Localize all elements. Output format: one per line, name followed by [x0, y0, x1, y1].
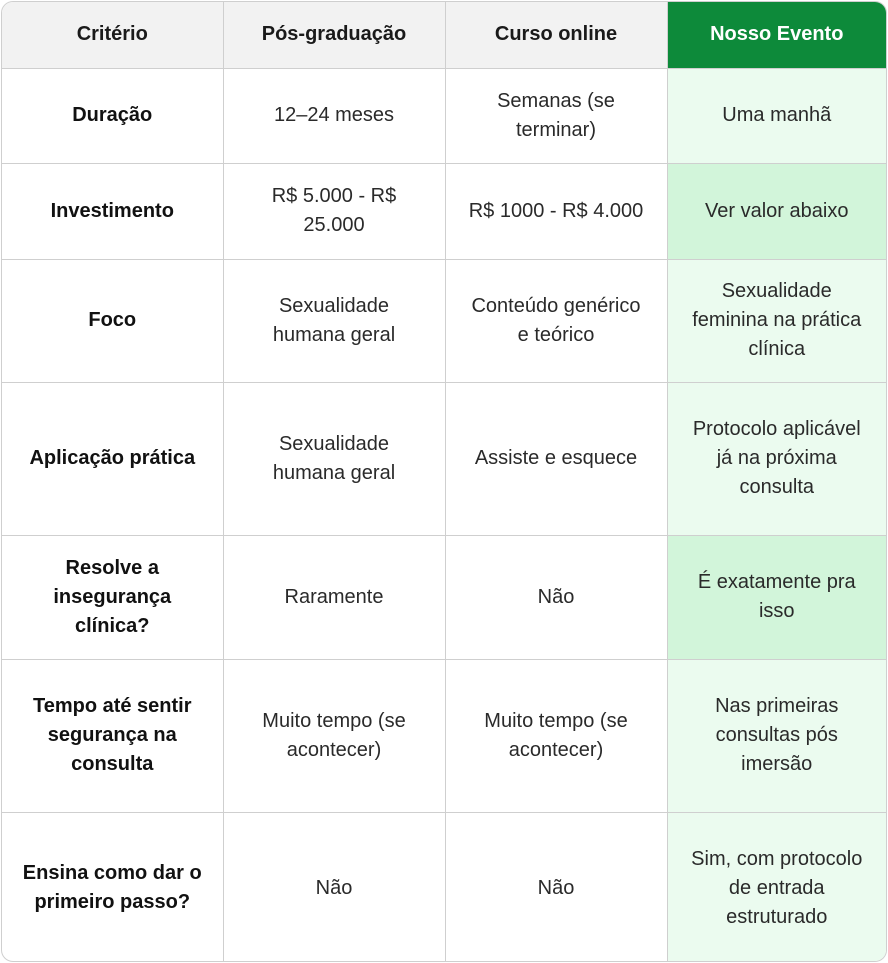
header-nosso-evento: Nosso Evento [667, 2, 886, 68]
header-criterio: Critério [2, 2, 223, 68]
cell-curso-online: Não [445, 535, 667, 659]
cell-curso-online: Não [445, 812, 667, 962]
cell-pos-graduacao: Sexualidade humana geral [223, 259, 445, 382]
table-row [2, 259, 886, 382]
cell-pos-graduacao: 12–24 meses [223, 68, 445, 163]
table-row [2, 659, 886, 812]
cell-nosso-evento: É exatamente pra isso [667, 535, 886, 659]
cell-pos-graduacao: R$ 5.000 - R$ 25.000 [223, 163, 445, 259]
cell-pos-graduacao: Muito tempo (se acontecer) [223, 659, 445, 812]
header-row [2, 2, 886, 68]
cell-nosso-evento: Protocolo aplicável já na próxima consulta [667, 382, 886, 535]
cell-curso-online: Semanas (se terminar) [445, 68, 667, 163]
header-curso-online: Curso online [445, 2, 667, 68]
table-header [2, 2, 886, 68]
cell-criterio: Resolve a insegurança clínica? [2, 535, 223, 659]
table-row [2, 812, 886, 962]
cell-curso-online: R$ 1000 - R$ 4.000 [445, 163, 667, 259]
cell-pos-graduacao: Não [223, 812, 445, 962]
table-body [2, 68, 886, 962]
cell-pos-graduacao: Sexualidade humana geral [223, 382, 445, 535]
cell-nosso-evento: Nas primeiras consultas pós imersão [667, 659, 886, 812]
cell-curso-online: Muito tempo (se acontecer) [445, 659, 667, 812]
cell-nosso-evento: Uma manhã [667, 68, 886, 163]
cell-criterio: Tempo até sentir segurança na consulta [2, 659, 223, 812]
cell-curso-online: Assiste e esquece [445, 382, 667, 535]
cell-criterio: Ensina como dar o primeiro passo? [2, 812, 223, 962]
comparison-table-container [1, 1, 887, 962]
cell-nosso-evento: Sexualidade feminina na prática clínica [667, 259, 886, 382]
table-row [2, 68, 886, 163]
cell-criterio: Duração [2, 68, 223, 163]
table-row [2, 535, 886, 659]
cell-nosso-evento: Ver valor abaixo [667, 163, 886, 259]
table-row [2, 382, 886, 535]
header-pos-graduacao: Pós-graduação [223, 2, 445, 68]
cell-nosso-evento: Sim, com protocolo de entrada estruturado [667, 812, 886, 962]
cell-criterio: Aplicação prática [2, 382, 223, 535]
comparison-table [2, 2, 886, 962]
cell-pos-graduacao: Raramente [223, 535, 445, 659]
cell-curso-online: Conteúdo genérico e teórico [445, 259, 667, 382]
cell-criterio: Investimento [2, 163, 223, 259]
cell-criterio: Foco [2, 259, 223, 382]
table-row [2, 163, 886, 259]
